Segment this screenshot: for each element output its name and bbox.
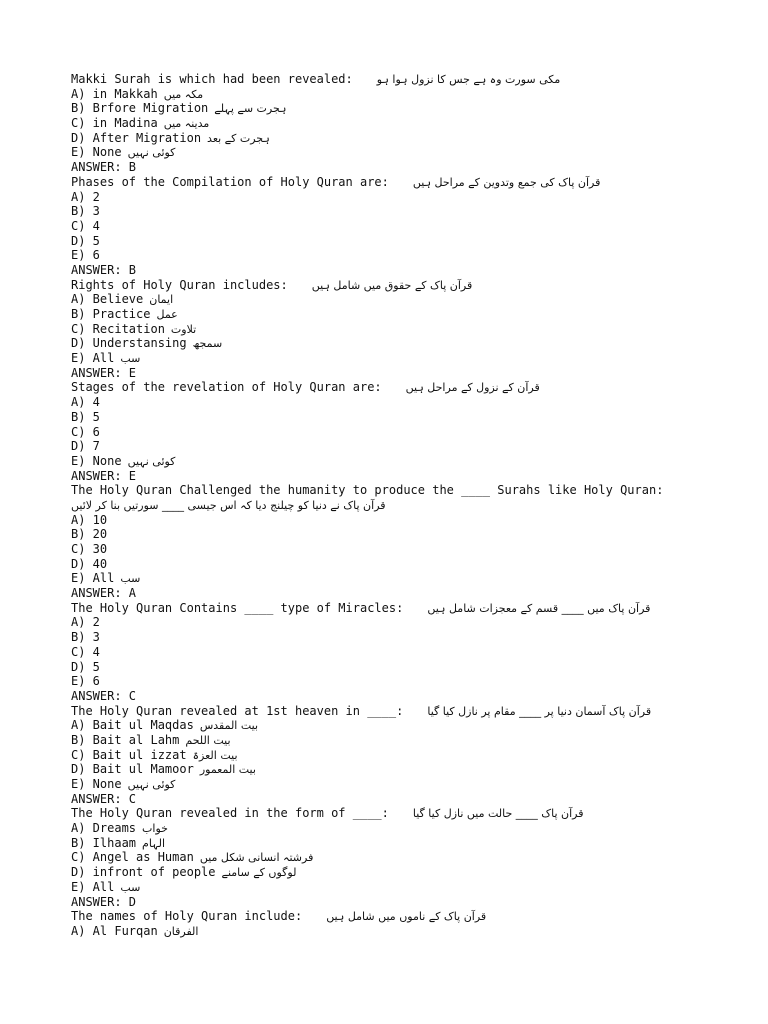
question-text: The names of Holy Quran include: [71, 909, 303, 924]
option-urdu-text: کوئی نہیں [127, 778, 176, 791]
answer-line: ANSWER: C [71, 791, 137, 806]
option-line [71, 615, 751, 630]
option-urdu-text: مکہ میں [163, 87, 204, 101]
option-text: B) Ilhaam [71, 835, 137, 850]
option-line [71, 219, 751, 234]
option-line [71, 351, 751, 366]
question-line [71, 806, 751, 821]
option-line [71, 292, 751, 307]
answer-line: ANSWER: A [71, 586, 137, 601]
answer-line: ANSWER: B [71, 160, 137, 175]
question-text: Rights of Holy Quran includes: [71, 277, 288, 292]
question-line [71, 175, 751, 190]
answer-line: ANSWER: E [71, 365, 137, 380]
option-text: D) 7 [71, 439, 100, 454]
option-line [71, 660, 751, 675]
option-text: C) 4 [71, 218, 100, 233]
option-line [71, 733, 751, 748]
option-urdu-text: سب [120, 352, 141, 366]
option-line [71, 234, 751, 249]
option-line [71, 762, 751, 777]
question-urdu-text: قرآن پاک آسمان دنیا پر ____ مقام پر نازل کیا گیا [427, 704, 652, 718]
question-line [71, 704, 751, 719]
option-urdu-text: ہجرت کے بعد [207, 131, 270, 145]
question-urdu-text: قرآن پاک ____ حالت میں نازل کیا گیا [412, 807, 584, 821]
option-text: D) Bait ul Mamoor [71, 762, 194, 777]
question-text: The Holy Quran revealed at 1st heaven in ____: [71, 703, 404, 718]
option-text: A) in Makkah [71, 86, 158, 101]
option-line [71, 322, 751, 337]
option-line [71, 454, 751, 469]
option-urdu-text: کوئی نہیں [127, 146, 176, 160]
option-line [71, 145, 751, 160]
option-text: C) 30 [71, 542, 108, 556]
option-line [71, 674, 751, 689]
option-line [71, 571, 751, 586]
option-text: A) Believe [71, 292, 144, 307]
question-urdu-text: قرآن پاک میں ____ قسم کے معجزات شامل ہیں [427, 601, 651, 615]
option-text: C) Bait ul izzat [71, 747, 187, 762]
question-text: Phases of the Compilation of Holy Quran are: [71, 174, 389, 189]
option-urdu-text: ہجرت سے پہلے [214, 102, 287, 116]
option-text: C) 6 [71, 424, 100, 439]
option-line [71, 425, 751, 440]
option-urdu-text: تلاوت [170, 322, 197, 336]
option-text: A) 4 [71, 395, 100, 410]
option-urdu-text: بیت العزۃ [192, 748, 238, 762]
option-urdu-text: عمل [156, 308, 178, 321]
question-line [71, 278, 751, 293]
answer-line: ANSWER: D [71, 894, 137, 909]
option-line [71, 850, 751, 865]
answer-line: ANSWER: C [71, 688, 137, 703]
option-text: A) 2 [71, 189, 100, 204]
question-urdu-text: قرآن پاک کی جمع وتدوین کے مراحل ہیں [412, 175, 601, 189]
option-urdu-text: سمجھ [192, 337, 223, 351]
option-line [71, 101, 751, 116]
option-urdu-text: بیت اللحم [185, 733, 231, 747]
mcq-document [71, 72, 751, 939]
question-line [71, 909, 751, 924]
option-text: B) 5 [71, 409, 100, 424]
option-text: A) Bait ul Maqdas [71, 718, 194, 733]
option-line [71, 116, 751, 131]
question-urdu-text: قرآن پاک نے دنیا کو چیلنج دیا کہ اس جیسی ____ سورتیں بنا کر لائیں [71, 498, 386, 512]
option-text: B) Bait al Lahm [71, 732, 180, 747]
option-text: D) After Migration [71, 130, 202, 145]
question-urdu-text: مکی سورت وہ ہے جس کا نزول ہوا ہو [376, 73, 561, 86]
option-line [71, 395, 751, 410]
option-urdu-text: لوگوں کے سامنے [221, 866, 297, 880]
question-text: The Holy Quran revealed in the form of ____: [71, 806, 389, 821]
question-text: The Holy Quran Contains ____ type of Miracles: [71, 600, 404, 615]
question-text: Stages of the revelation of Holy Quran are: [71, 380, 382, 395]
option-urdu-text: کوئی نہیں [127, 454, 176, 468]
option-urdu-text: بیت المقدس [199, 719, 259, 733]
question-line [71, 601, 751, 616]
option-text: E) None [71, 145, 122, 160]
option-line [71, 87, 751, 102]
option-line [71, 630, 751, 645]
option-urdu-text: فرشتہ انسانی شکل میں [199, 851, 314, 865]
option-urdu-text: سب [120, 880, 141, 894]
option-text: E) All [71, 879, 115, 894]
option-line [71, 718, 751, 733]
option-text: A) 2 [71, 615, 100, 630]
question-text: Makki Surah is which had been revealed: [71, 72, 353, 86]
option-text: C) Recitation [71, 321, 165, 336]
option-text: E) All [71, 571, 115, 586]
option-text: D) 40 [71, 556, 108, 571]
question-text: The Holy Quran Challenged the humanity to produce the ____ Surahs like Holy Quran: [71, 483, 664, 498]
option-line [71, 336, 751, 351]
option-line [71, 439, 751, 454]
option-line [71, 557, 751, 572]
answer-line: ANSWER: B [71, 262, 137, 277]
option-text: E) 6 [71, 674, 100, 689]
option-urdu-text: خواب [142, 822, 168, 836]
answer-line: ANSWER: E [71, 468, 137, 483]
option-urdu-text: الہام [142, 836, 166, 850]
option-text: A) Dreams [71, 821, 137, 836]
option-text: A) Al Furqan [71, 923, 158, 938]
option-text: D) 5 [71, 659, 100, 674]
option-urdu-text: ایمان [149, 293, 174, 307]
question-line [71, 483, 751, 498]
option-text: E) None [71, 777, 122, 791]
option-text: D) infront of people [71, 865, 216, 880]
option-urdu-text: بیت المعمور [199, 763, 256, 777]
option-text: D) Understansing [71, 336, 187, 351]
option-text: B) Brfore Migration [71, 101, 209, 116]
option-line [71, 307, 751, 322]
question-urdu-text: قرآن پاک کے ناموں میں شامل ہیں [326, 910, 487, 924]
question-urdu-text: قرآن کے نزول کے مراحل ہیں [405, 381, 540, 395]
option-text: B) Practice [71, 307, 151, 321]
option-line [71, 248, 751, 263]
option-text: C) Angel as Human [71, 850, 194, 865]
option-text: B) 3 [71, 630, 100, 645]
option-text: B) 20 [71, 527, 108, 542]
option-line [71, 821, 751, 836]
option-line [71, 748, 751, 763]
option-line [71, 645, 751, 660]
option-line [71, 204, 751, 219]
question-line [71, 380, 751, 395]
question-line [71, 72, 751, 87]
option-line [71, 777, 751, 792]
question-urdu-line [71, 498, 751, 513]
option-text: E) 6 [71, 248, 100, 263]
option-text: E) None [71, 453, 122, 468]
option-urdu-text: سب [120, 572, 141, 586]
option-text: C) in Madina [71, 116, 158, 131]
option-line [71, 410, 751, 425]
question-urdu-text: قرآن پاک کے حقوق میں شامل ہیں [311, 278, 473, 292]
option-text: A) 10 [71, 512, 108, 527]
option-text: D) 5 [71, 233, 100, 248]
option-urdu-text: مدینہ میں [163, 117, 210, 131]
option-line [71, 190, 751, 205]
option-line [71, 836, 751, 851]
option-text: E) All [71, 351, 115, 366]
option-line [71, 880, 751, 895]
option-urdu-text: الفرقان [163, 924, 199, 938]
option-line [71, 924, 751, 939]
option-line [71, 131, 751, 146]
option-text: B) 3 [71, 204, 100, 219]
option-line [71, 865, 751, 880]
option-line [71, 513, 751, 528]
option-line [71, 542, 751, 557]
option-line [71, 527, 751, 542]
option-text: C) 4 [71, 644, 100, 659]
